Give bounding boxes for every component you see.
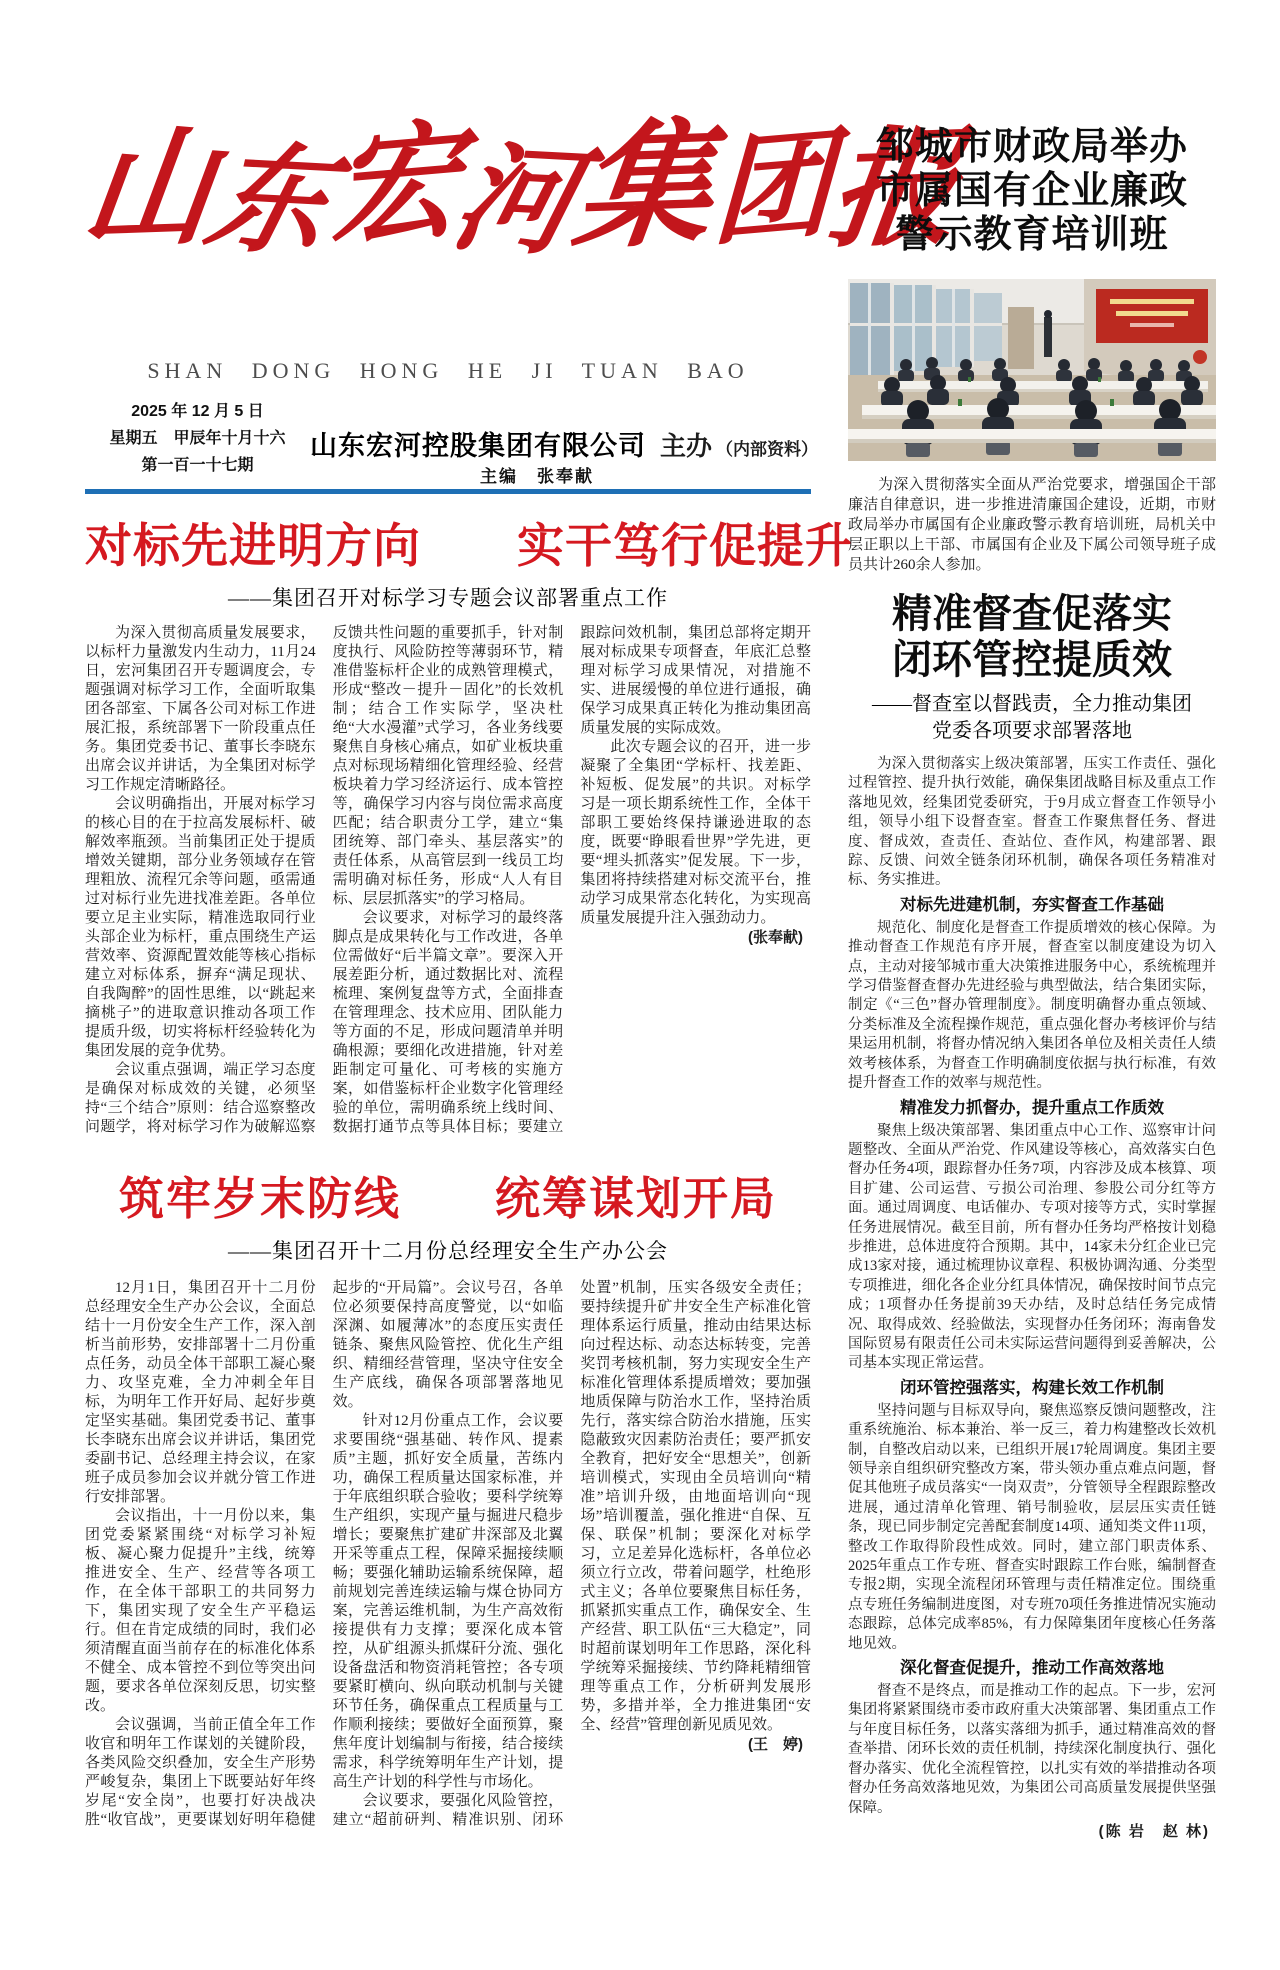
article4-subhead: 闭环管控强落实，构建长效工作机制 [900,1378,1164,1397]
article-benchmark-learning [85,509,853,1140]
title-char: 集 [566,103,724,269]
article2-body-columns [85,1279,811,1835]
article1-subtitle: ——集团召开对标学习专题会议部署重点工作 [228,586,668,610]
article4-headline [848,591,1216,683]
article2-paragraph: 会议强调，当前正值全年工作收官和明年工作谋划的关键阶段，各类风险交织叠加，安全生产形势严峻复杂，集团上下既要站好年终岁尾“安全岗”，也要打好决战决胜“收官战”，更要谋划好明年稳健起步的“开局篇”。会议号召，各单位必须要保持高度警觉，以“如临深渊、如履薄冰”的态度压实责任链条、聚焦风险管控、优化生产组织、精细经营管理，坚决守住安全生产底线，确保各项部署落地见效。 [85,1280,564,1828]
publication-date: 2025 年 12 月 5 日 [131,403,264,420]
chief-editor: 主编 张奉献 [480,467,594,486]
article1-byline: (张奉献) [747,929,803,946]
article2-byline: (王 婷) [747,1736,803,1753]
newspaper-title-calligraphy [75,103,969,272]
organizer-role: 主办 [660,432,713,461]
internal-material-note: （内部资料） [716,440,819,459]
article4-paragraph: 督查不是终点，而是推动工作的起点。下一步，宏河集团将紧紧围绕市委市政府重大决策部署、集团重点工作与年度目标任务，以落实落细为抓手，通过精准高效的督查举措、闭环长效的责任机制，持续深化制度执行、强化督办落实、优化全流程管控，以扎实有效的举措推动各项督办任务高效落地见效，为集团公司高质量发展提供坚强保障。 [848,1683,1216,1816]
article3-headline-line: 邹城市财政局举办 [875,126,1188,168]
article-finance-bureau-training [848,125,1216,575]
article1-headline: 对标先进明方向 实干笃行促提升 [85,519,853,572]
article2-headline: 筑牢岁末防线 统筹谋划开局 [118,1173,777,1224]
article4-paragraph: 坚持问题与目标双导向，聚焦巡察反馈问题整改，注重系统施治、标本兼治、举一反三，着力构建整改长效机制，自整改启动以来，已组织开展17轮周调度。集团主要领导亲自组织研究整改方案，带头领办重点难点问题，督促其他班子成员落实“一岗双责”，分管领导全程跟踪整改进展，通过清单化管理、销号制验收，层层压实责任链条，现已同步制定完善配套制度14项、通知类文件11项，整改工作取得阶段性成效。同时，建立部门职责体系、2025年重点工作专班、督查实时跟踪工作台账，编制督查专报2期，实现全流程闭环管理与责任精准定位。围绕重点专班任务编制进度图，对专班70项任务推进情况实施动态跟踪，总体完成率85%，有力保障集团年度核心任务落地见效。 [848,1402,1216,1652]
article2-paragraph: 12月1日，集团召开十二月份总经理安全生产办公会议，全面总结十一月份安全生产工作，深入剖析当前形势，安排部署十二月份重点任务，动员全体干部职工凝心聚力、攻坚克难，全力冲刺全年目标，为明年工作开好局、起好步奠定坚实基础。集团党委书记、董事长李晓东出席会议并讲话，集团党委副书记、总经理主持会议，在家班子成员参加会议并就分管工作进行安排部署。 [85,1280,316,1505]
article-safety-meeting [85,1162,811,1835]
article1-paragraph: 会议要求，对标学习的最终落脚点是成果转化与工作改进，各单位需做好“后半篇文章”。要深入开展差距分析，通过数据比对、流程梳理、案例复盘等方式，全面排查在管理理念、技术应用、团队能力等方面的不足，形成问题清单并明确根源；要细化改进措施，针对差距制定可量化、可考核的实施方案，如借鉴标杆企业数字化管理经验的单位，需明确系统上线时间、数据打通节点等具体目标；要建立跟踪问效机制，集团总部将定期开展对标成果专项督查，年底汇总整理对标学习成果情况，对措施不实、进展缓慢的单位进行通报，确保学习成果真正转化为推动集团高质量发展的实际成效。 [332,625,811,1135]
issue-number: 第一百一十七期 [141,457,254,474]
newspaper-title-pinyin: SHAN DONG HONG HE JI TUAN BAO [147,358,749,383]
article4-byline: (陈 岩 赵 林) [1098,1822,1210,1840]
article4-paragraph: 规范化、制度化是督查工作提质增效的核心保障。为推动督查工作规范有序开展，督查室以制度建设为切入点，主动对接邹城市重大决策推进服务中心，系统梳理并学习借鉴督查督办先进经验与典型做法，结合集团实际，制定《“三色”督办管理制度》。制度明确督办重点领域、分类标准及全流程操作规范，重点强化督办考核评价与结果运用机制，将督办情况纳入集团各单位及相关责任人绩效考核体系，为督查工作明确制度依据与执行标准，有效提升督查工作的效率与规范性。 [848,919,1216,1092]
left-section [75,0,969,1835]
article4-paragraph: 聚焦上级决策部署、集团重点中心工作、巡察审计问题整改、全面从严治党、作风建设等核心，高效落实白色督办任务4项，跟踪督办任务7项，内容涉及成本核算、项目扩建、公司运营、亏损公司治理、参股公司分红等方面。通过周调度、电话催办、专项对接等方式，实时掌握任务进展情况。截至目前，所有督办任务均严格按计划稳步推进，总体进度符合预期。其中，14家未分红企业已完成13家对接，通过梳理协议章程、积极协调沟通、分类型专项推进，细化各企业分红具体情况，确保按时间节点完成；1项督办任务提前39天办结，及时总结任务完成情况、取得成效、经验做法，实现督办任务闭环；海南鲁发国际贸易有限责任公司未实际运营问题得到妥善解决，公司基本实现正常运营。 [848,1122,1216,1372]
masthead [75,0,969,495]
article1-paragraph: 此次专题会议的召开，进一步凝聚了全集团“学标杆、找差距、补短板、促发展”的共识。对标学习是一项长期系统性工作，全体干部职工要始终保持谦逊进取的态度，既要“睁眼看世界”学先进，更要“埋头抓落实”促发展。下一步，集团将持续搭建对标交流平台，推动学习成果常态化转化，为实现高质量发展提升注入强劲动力。 [580,739,811,926]
meeting-photo [848,279,1216,461]
title-char: 河 [440,126,592,272]
article4-subhead: 深化督查促提升，推动工作高效落地 [900,1659,1164,1678]
title-char: 宏 [328,104,463,266]
article4-body [848,755,1216,1841]
article4-subtitle [848,691,1216,745]
article4-headline-line: 闭环管控提质效 [892,637,1172,682]
right-section [848,0,1216,1841]
article2-subtitle: ——集团召开十二月份总经理安全生产办公会 [228,1239,668,1263]
title-char: 团 [710,113,835,262]
article4-subhead: 对标先进建机制，夯实督查工作基础 [900,895,1164,914]
weekday-lunar-date: 星期五 甲辰年十月十六 [109,430,286,447]
article4-subhead: 精准发力抓督办，提升重点工作质效 [900,1098,1164,1117]
organizer-line [310,424,819,463]
article4-subtitle-line: ——督查室以督践责，全力推动集团 [872,693,1192,715]
article1-paragraph: 会议明确指出，开展对标学习的核心目的在于拉高发展标杆、破解效率瓶颈。当前集团正处于提质增效关键期，部分业务领域存在管理粗放、流程冗余等问题，亟需通过对标行业先进找准差距。各单位要立足主业实际，精准选取同行业头部企业为标杆，重点围绕生产运营效率、资源配置效能等核心指标建立对标体系，摒弃“满足现状、自我陶醉”的固性思维，以“跳起来摘桃子”的进取意识推动各项工作提质升级，切实将标杆经验转化为集团发展的竞争优势。 [85,796,316,1059]
article2-paragraph: 会议指出，十一月份以来，集团党委紧紧围绕“对标学习补短板、凝心聚力促提升”主线，统筹推进安全、生产、经营等各项工作，在全体干部职工的共同努力下，集团实现了安全生产平稳运行。但在肯定成绩的同时，我们必须清醒直面当前存在的标准化体系不健全、成本管控不到位等突出问题，要求各单位深刻反思，切实整改。 [85,1508,316,1714]
article1-body-columns [85,624,811,1140]
article2-paragraph: 会议要求，要强化风险管控，建立“超前研判、精准识别、闭环处置”机制，压实各级安全责任；要持续提升矿井安全生产标准化管理体系运行质量，推动由结果达标向过程达标、动态达标转变，完善奖罚考核机制，努力实现安全生产标准化管理体系提质增效；要加强地质保障与防治水工作，坚持治质先行，落实综合防治水措施，压实隐蔽致灾因素防治责任；要严抓安全教育，把好安全“思想关”，创新培训模式，实现由全员培训向“精准”培训升级，由地面培训向“现场”培训覆盖，强化推进“自保、互保、联保”机制；要深化对标学习，立足差异化选标杆，各单位必须立行立改，带着问题学，杜绝形式主义；各单位要聚焦目标任务，抓紧抓实重点工作，确保安全、生产经营、职工队伍“三大稳定”，同时超前谋划明年工作思路，深化科学统筹采掘接续、节约降耗精细管理等重点工作，分析研判发展形势，多措并举，全力推进集团“安全、经营”管理创新见质见效。 [332,1280,811,1828]
article4-paragraph: 为深入贯彻落实上级决策部署，压实工作责任、强化过程管控、提升执行效能，确保集团战略目标及重点工作落地见效，经集团党委研究，于9月成立督查工作领导小组，领导小组下设督查室。督查工作聚焦督任务、督进度、督成效，查责任、查站位、查作风，构建部署、跟踪、反馈、问效全链条闭环机制，确保各项任务精准对标、务实推进。 [848,756,1216,889]
article1-paragraph: 为深入贯彻高质量发展要求，以标杆力量激发内生动力，11月24日，宏河集团召开专题调度会，专题强调对标学习工作，全面听取集团各部室、下属各公司对标工作进展汇报，系统部署下一阶段重点任务。集团党委书记、董事长李晓东出席会议并讲话，为全集团对标学习工作规定清晰路径。 [85,625,316,793]
article1-paragraph: 会议重点强调，端正学习态度是确保对标成效的关键，必须坚持“三个结合”原则：结合巡察整改问题学，将对标学习作为破解巡察反馈共性问题的重要抓手，针对制度执行、风险防控等薄弱环节，精准借鉴标杆企业的成熟管理模式，形成“整改－提升－固化”的长效机制；结合工作实际学，坚决杜绝“大水漫灌”式学习，各业务线要聚焦自身核心痛点，如矿业板块重点对标现场精细化管理经验、经营板块着力学习经济运行、成本管控等，确保学习内容与岗位需求高度匹配；结合职责分工学，建立“集团统筹、部门牵头、基层落实”的责任体系，从高管层到一线员工均需明确对标任务，形成“人人有目标、层层抓落实”的学习格局。 [85,625,564,1135]
article4-headline-line: 精准督查促落实 [892,591,1172,636]
title-char: 报 [821,111,969,267]
organizer-name: 山东宏河控股集团有限公司 [310,431,646,461]
date-block [95,398,300,479]
article4-subtitle-line: 党委各项要求部署落地 [932,720,1132,742]
title-char: 东 [194,126,346,272]
article3-headline-line: 警示教育培训班 [895,214,1169,256]
article3-body: 为深入贯彻落实全面从严治党要求，增强国企干部廉洁自律意识，进一步推进清廉国企建设，近期，市财政局举办市属国有企业廉政警示教育培训班，局机关中层正职以上干部、市属国有企业及下属公司领导班子成员共计260余人参加。 [848,477,1216,573]
article2-paragraph: 针对12月份重点工作，会议要求要围绕“强基础、转作风、提素质”主题，抓好安全质量，苦练内功，确保工程质量达国家标准，并于年底组织联合验收；要科学统筹生产组织，实现产量与掘进尺稳步增长；要聚焦扩建矿井深部及北翼开采等重点工程，保障采掘接续顺畅；要强化辅助运输系统保障，超前规划完善连续运输与煤仓协同方案，完善运维机制，为生产高效衔接提供有力支撑；要深化成本管控，从矿组源头抓煤矸分流、强化设备盘活和物资消耗管控；各专项要紧盯横向、纵向联动机制与关键环节任务，确保重点工程质量与工作顺利接续；要做好全面预算，聚焦年度计划编制与衔接，结合接续需求，科学统筹明年生产计划，提高生产计划的科学性与市场化。 [332,1413,564,1790]
article-supervision-inspection [848,591,1216,1841]
title-char: 山 [75,111,223,267]
masthead-divider-rule [85,489,811,494]
article3-headline [848,125,1216,257]
article3-headline-line: 市属国有企业廉政 [875,170,1188,212]
